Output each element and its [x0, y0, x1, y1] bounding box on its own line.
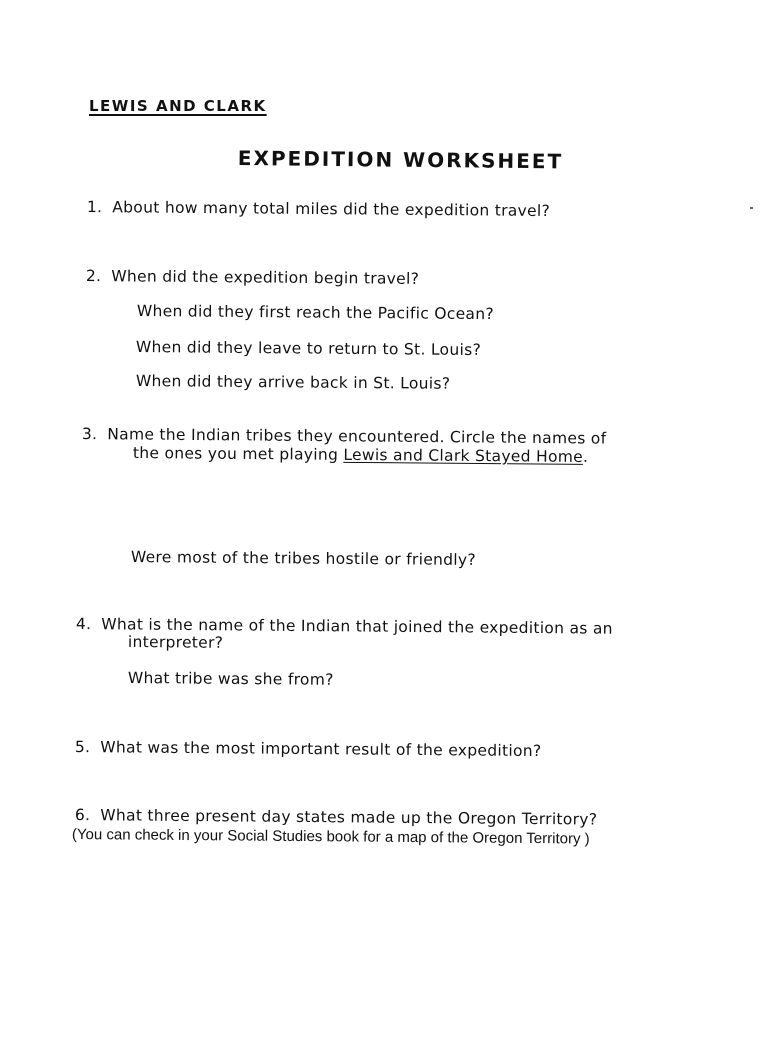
question-2: [86, 267, 419, 288]
question-6-text: What three present day states made up the Oregon Territory?: [100, 806, 598, 829]
question-3-line-1: Name the Indian tribes they encountered. Circle the names of: [107, 425, 607, 448]
question-6-number: 6.: [74, 806, 91, 825]
question-6-note: (You can check in your Social Studies book for a map of the Oregon Territory ): [71, 826, 590, 848]
question-6: [75, 806, 598, 829]
question-1-text: About how many total miles did the expedition travel?: [112, 198, 551, 221]
question-3-number: 3.: [81, 425, 98, 444]
worksheet-title: EXPEDITION WORKSHEET: [237, 146, 564, 174]
scan-speck: [750, 207, 753, 209]
question-2-sub-3: When did they arrive back in St. Louis?: [135, 372, 451, 393]
question-2-number: 2.: [85, 267, 102, 286]
question-5-text: What was the most important result of the expedition?: [100, 738, 542, 761]
question-2-sub-2: When did they leave to return to St. Louis?: [135, 338, 482, 360]
question-1-number: 1.: [86, 198, 103, 217]
question-5-number: 5.: [74, 738, 91, 757]
question-4-sub: What tribe was she from?: [127, 669, 334, 689]
question-5: [75, 738, 542, 760]
question-3-prefix: the ones you met playing: [132, 444, 344, 464]
question-3-line-2: [133, 444, 588, 466]
worksheet-subtitle: LEWIS AND CLARK: [89, 97, 267, 115]
question-4-line-2: interpreter?: [127, 633, 224, 652]
game-title: Lewis and Clark Stayed Home: [343, 445, 584, 466]
question-3-sub: Were most of the tribes hostile or friendly?: [130, 548, 477, 570]
question-4-number: 4.: [75, 615, 92, 634]
question-2-sub-1: When did they first reach the Pacific Ocean?: [136, 302, 494, 324]
question-4-line-1: What is the name of the Indian that joined the expedition as an: [101, 615, 613, 638]
question-3-suffix: .: [582, 447, 589, 466]
question-1: [87, 198, 550, 220]
question-2-text: When did the expedition begin travel?: [111, 267, 420, 288]
